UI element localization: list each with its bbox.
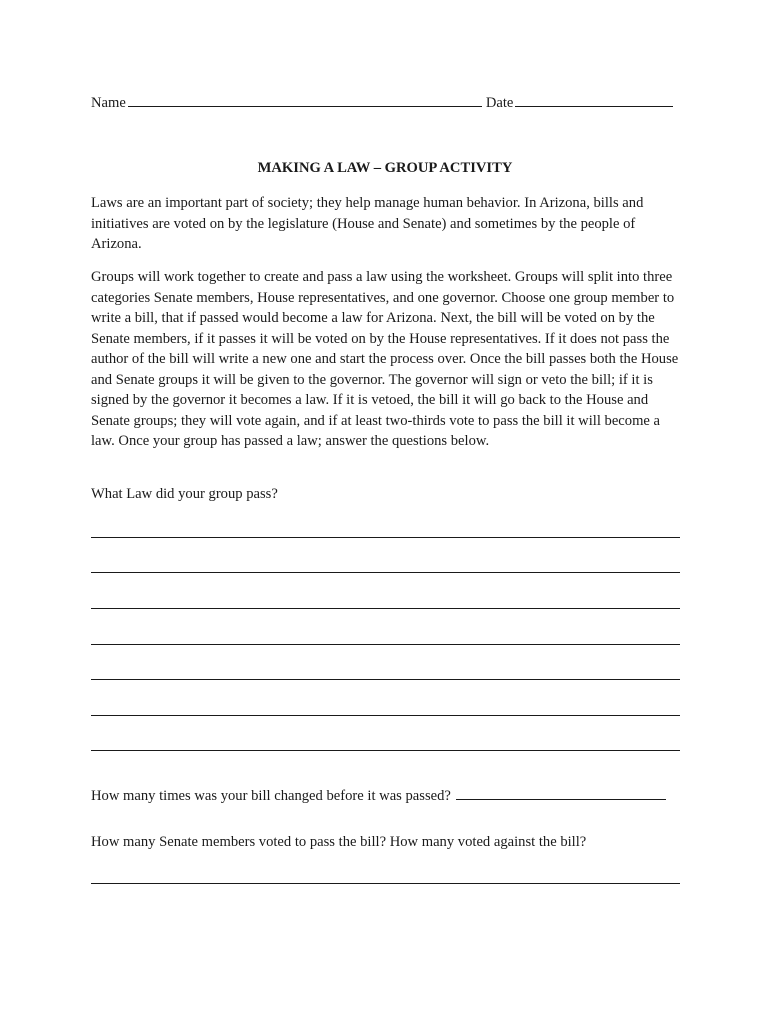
answer-line[interactable] <box>91 679 680 680</box>
question-times-changed-row <box>91 786 666 805</box>
question-law-passed: What Law did your group pass? <box>91 486 278 502</box>
answer-line[interactable] <box>91 715 680 716</box>
answer-line[interactable] <box>91 750 680 751</box>
instructions-paragraph: Groups will work together to create and pass a law using the worksheet. Groups will split into three categories Senate members, House representatives, and one governor. Choose one group member to write a bill, that if passed would become a law for Arizona. Next, the bill will be voted on by the Senate members, if it passes it will be voted on by the House representatives. If it does not pass the author of the bill will write a new one and start the process over. Once the bill passes both the House and Senate groups it will be given to the governor. The governor will sign or veto the bill; if it is signed by the governor it becomes a law. If it is vetoed, the bill it will go back to the House and Senate groups; they will vote again, and if at least two-thirds vote to pass the bill it will become a law. Once your group has passed a law; answer the questions below. <box>91 269 679 449</box>
answer-line[interactable] <box>91 644 680 645</box>
answer-line[interactable] <box>91 537 680 538</box>
name-blank-line[interactable] <box>128 93 482 107</box>
question-times-changed: How many times was your bill changed before it was passed? <box>91 788 451 804</box>
name-label: Name <box>91 95 126 111</box>
intro-paragraph: Laws are an important part of society; they help manage human behavior. In Arizona, bills and initiatives are voted on by the legislature (House and Senate) and sometimes by the people of Arizona. <box>91 195 644 252</box>
times-changed-blank-line[interactable] <box>456 786 666 800</box>
worksheet-title: MAKING A LAW – GROUP ACTIVITY <box>257 160 513 176</box>
question-senate-votes: How many Senate members voted to pass the bill? How many voted against the bill? <box>91 834 587 850</box>
answer-line[interactable] <box>91 608 680 609</box>
date-blank-line[interactable] <box>515 93 673 107</box>
name-date-header <box>91 93 673 112</box>
answer-line[interactable] <box>91 883 680 884</box>
date-label: Date <box>485 95 514 111</box>
answer-line[interactable] <box>91 572 680 573</box>
